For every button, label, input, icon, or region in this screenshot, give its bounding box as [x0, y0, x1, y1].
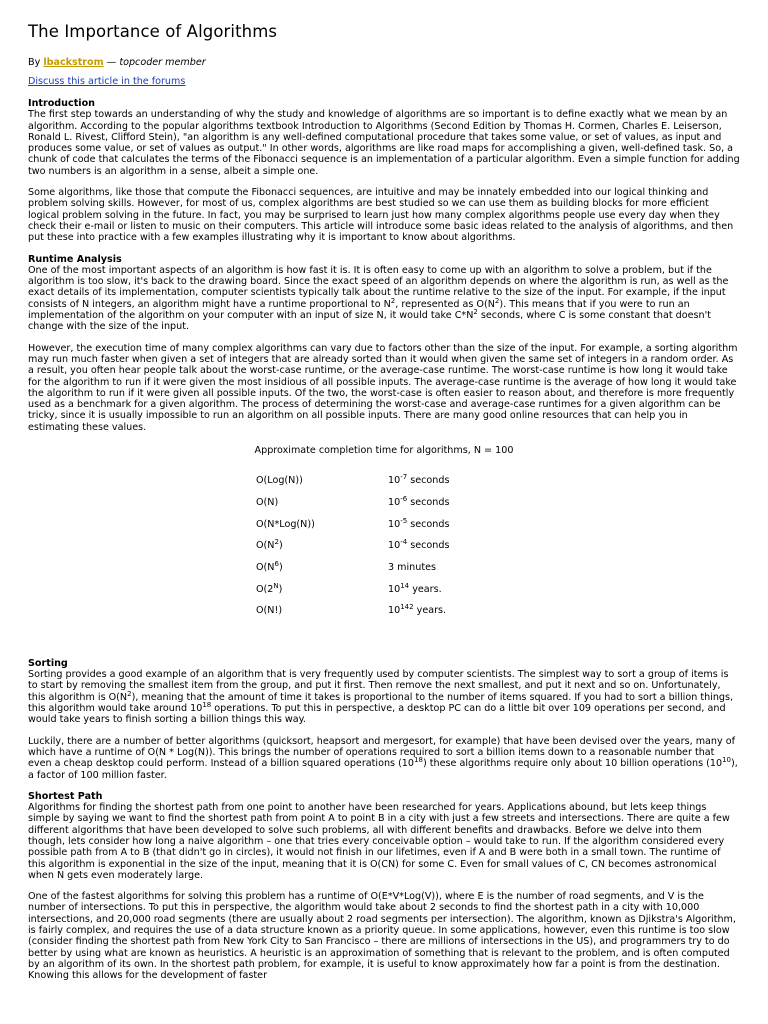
runtime-paragraph-1: One of the most important aspects of an algorithm is how fast it is. It is often easy to come up with an algorithm to solve a problem, but if the algorithm is too slow, it's back to the drawing board. Since the exact speed of an algorithm depends on where the algorithm is run, as well as the exact details of its implementation, computer scientists typically talk about the runtime relative to the size of the input. For example, if the input consists of N integers, an algorithm might have a runtime proportional to $N^2$, represented as $O(N^2)$. This means that if you were to run an implementation of the algorithm on your computer with an input of size N, it would take $C*N^2$ seconds, where C is some constant that doesn't change with the size of the input. — [28, 264, 729, 333]
shortest-paragraph-1: Algorithms for finding the shortest path from one point to another have been researched for years. Applications abound, but lets keep things simple by saying we want to find the shortest path from point A to point B in a city with just a few streets and intersections. There are quite a few different algorithms that have been developed to solve such problems, all with different benefits and drawbacks. Before we delve into them though, lets consider how long a naive algorithm – one that tries every conceivable option – would take to run. If the algorithm considered every possible path from A to B (that didn't go in circles), it would not finish in our lifetimes, even if A and B were both in a small town. The runtime of this algorithm is exponential in the size of the input, meaning that it is O(CN) for some C. Even for small values of C, CN becomes astronomical when N gets even moderately large. — [28, 802, 730, 881]
table-caption: Approximate completion time for algorithms, N = 100 — [254, 445, 514, 457]
intro-paragraph-1: The first step towards an understanding of why the study and knowledge of algorithms are so important is to define exactly what we mean by an algorithm. According to the popular algorithms textbook Introduction to Algorithms (Second Edition by Thomas H. Cormen, Charles E. Leiserson, Ronald L. Rivest, Clifford Stein), "an algorithm is any well-defined computational procedure that takes some value, or set of values, as input and produces some value, or set of values as output." In other words, algorithms are like road maps for accomplishing a given, well-defined task. So, a chunk of code that calculates the terms of the Fibonacci sequence is an implementation of a particular algorithm. Even a simple function for adding two numbers is an algorithm in a sense, albeit a simple one. — [28, 109, 740, 177]
table-row — [256, 557, 528, 579]
time-cell: $10^{-6}$ seconds — [388, 495, 450, 509]
heading-runtime-analysis: Runtime Analysis — [28, 253, 122, 265]
time-cell: 3 minutes — [388, 562, 436, 574]
heading-shortest-path: Shortest Path — [28, 790, 103, 802]
complexity-table — [256, 470, 528, 622]
intro-paragraph-2: Some algorithms, like those that compute the Fibonacci sequences, are intuitive and may be innately embedded into our logical thinking and problem solving skills. However, for most of us, complex algorithms are best studied so we can use them as building blocks for more efficient logical problem solving in the future. In fact, you may be surprised to learn just how many complex algorithms people use every day when they check their e-mail or listen to music on their computers. This article will introduce some basic ideas related to the analysis of algorithms, and then put these into practice with a few examples illustrating why it is important to know about algorithms. — [28, 187, 734, 244]
page-title: The Importance of Algorithms — [28, 22, 278, 41]
complexity-cell: O(N!) — [256, 605, 283, 617]
complexity-cell: O(N*Log(N)) — [256, 518, 315, 530]
time-cell: $10^{-4}$ seconds — [388, 538, 450, 552]
complexity-cell: $O(N^6)$ — [256, 560, 283, 574]
runtime-paragraph-2: However, the execution time of many complex algorithms can vary due to factors other than the size of the input. For example, a sorting algorithm may run much faster when given a set of integers that are already sorted than it would when given the same set of integers in a random order. As a result, you often hear people talk about the worst-case runtime, or the average-case runtime. The worst-case runtime is how long it would take for the algorithm to run if it were given the most insidious of all possible inputs. The average-case runtime is the average of how long it would take the algorithm to run if it were given all possible inputs. Of the two, the worst-case is often easier to reason about, and therefore is more frequently used as a benchmark for a given algorithm. The process of determining the worst-case and average-case runtimes for a given algorithm can be tricky, since it is usually impossible to run an algorithm on all possible inputs. There are many good online resources that can help you in estimating these values. — [28, 342, 738, 433]
table-row — [256, 492, 528, 514]
heading-introduction: Introduction — [28, 98, 95, 109]
author-link[interactable]: lbackstrom — [43, 57, 104, 68]
complexity-cell: $O(2^N)$ — [256, 581, 283, 595]
table-row — [256, 535, 528, 557]
byline-dash: — — [103, 57, 120, 68]
shortest-paragraph-2: One of the fastest algorithms for solving this problem has a runtime of O(E*V*Log(V)), where E is the number of road segments, and V is the number of intersections. To put this in perspective, the algorithm would take about 2 seconds to find the shortest path in a city with 10,000 intersections, and 20,000 road segments (there are usually about 2 road segments per intersection). The algorithm, known as Djikstra's Algorithm, is fairly complex, and requires the use of a data structure known as a priority queue. In some applications, however, even this runtime is too slow (consider finding the shortest path from New York City to San Francisco – there are millions of intersections in the US), and programmers try to do better by using what are known as heuristics. A heuristic is an approximation of something that is relevant to the problem, and is often computed by an algorithm of its own. In the shortest path problem, for example, it is useful to know approximately how far a point is from the destination. Knowing this allows for the development of faster — [28, 891, 736, 982]
table-row — [256, 600, 528, 622]
complexity-cell: O(N) — [256, 497, 279, 509]
byline — [28, 57, 740, 69]
complexity-cell: O(Log(N)) — [256, 475, 303, 487]
time-cell: $10^{14}$ years. — [388, 581, 442, 595]
table-row — [256, 578, 528, 600]
table-row — [256, 513, 528, 535]
heading-sorting: Sorting — [28, 657, 68, 669]
time-cell: $10^{-7}$ seconds — [388, 473, 450, 487]
table-row — [256, 470, 528, 492]
sorting-paragraph-2: Luckily, there are a number of better algorithms (quicksort, heapsort and mergesort, for example) that have been devised over the years, many of which have a runtime of O(N * Log(N)). This brings the number of operations required to sort a billion items down to a reasonable number that even a cheap desktop could perform. Instead of a billion squared operations $(10^{18})$ these algorithms require only about 10 billion operations $(10^{10})$, a factor of 100 million faster. — [28, 735, 738, 781]
discuss-forum-link[interactable]: Discuss this article in the forums — [28, 76, 186, 87]
sorting-paragraph-1: Sorting provides a good example of an algorithm that is very frequently used by computer scientists. The simplest way to sort a group of items is to start by removing the smallest item from the group, and put it first. Then remove the next smallest, and put it next and so on. Unfortunately, this algorithm is $O(N^2)$, meaning that the amount of time it takes is proportional to the number of items squared. If you had to sort a billion things, this algorithm would take around $10^{18}$ operations. To put this in perspective, a desktop PC can do a little bit over 109 operations per second, and would take years to finish sorting a billion things this way. — [28, 669, 734, 726]
time-cell: $10^{-5}$ seconds — [388, 516, 450, 530]
author-role: topcoder member — [119, 57, 206, 68]
complexity-cell: $O(N^2)$ — [256, 538, 283, 552]
time-cell: $10^{142}$ years. — [388, 603, 447, 617]
byline-prefix: By — [28, 57, 44, 68]
